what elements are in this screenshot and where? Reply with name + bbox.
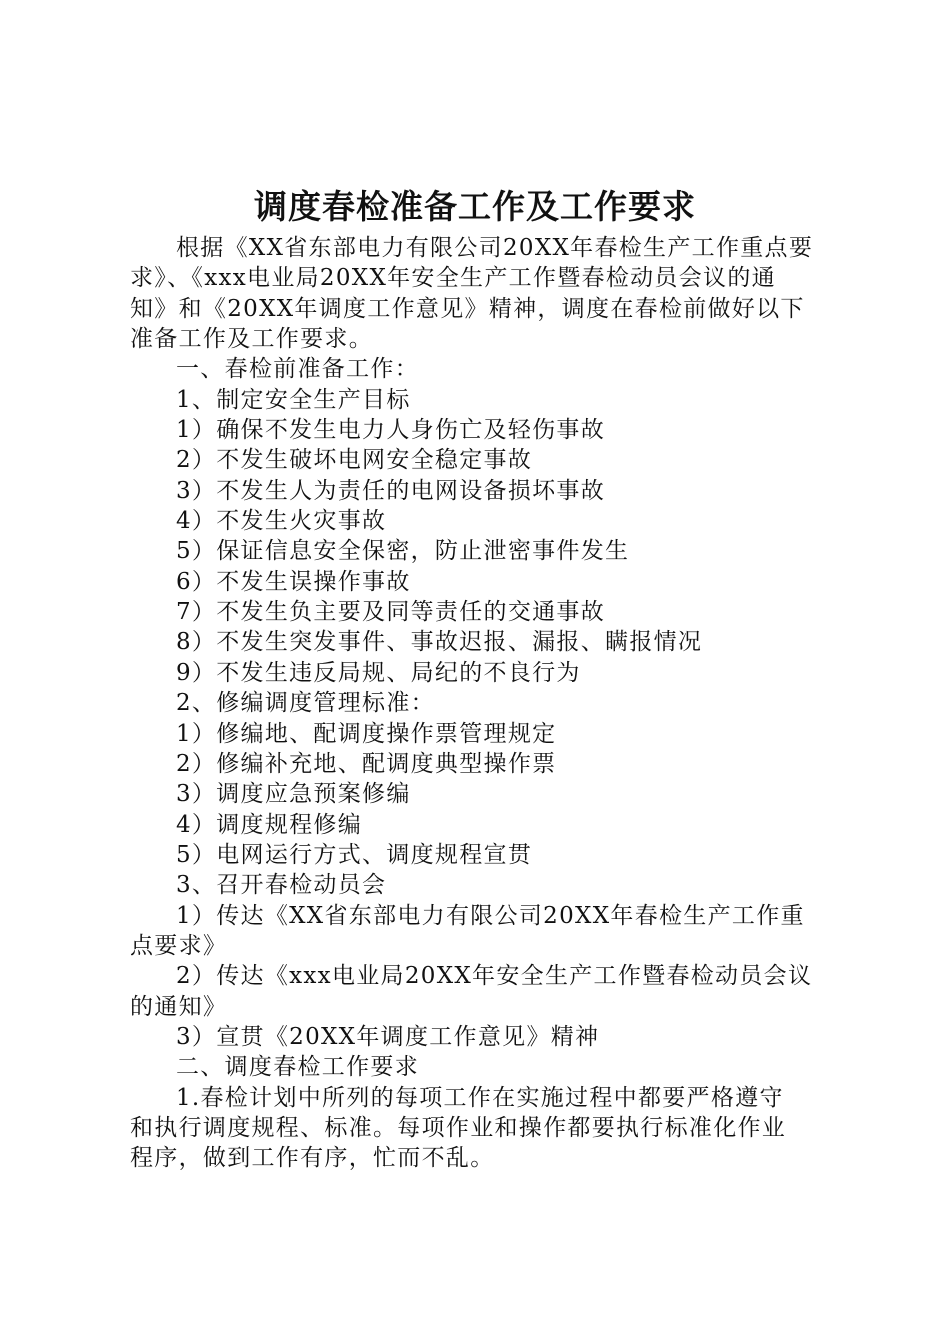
subsection-heading: 1、制定安全生产目标 bbox=[176, 386, 411, 413]
subsection-heading: 3、召开春检动员会 bbox=[176, 872, 387, 899]
paragraph-line: 1.春检计划中所列的每项工作在实施过程中都要严格遵守 bbox=[176, 1084, 784, 1111]
list-item: 1）修编地、配调度操作票管理规定 bbox=[176, 720, 557, 747]
section-heading: 二、调度春检工作要求 bbox=[176, 1054, 419, 1081]
list-item: 7）不发生负主要及同等责任的交通事故 bbox=[176, 599, 606, 626]
paragraph-line: 程序，做到工作有序，忙而不乱。 bbox=[130, 1145, 495, 1172]
list-item: 3）调度应急预案修编 bbox=[176, 781, 411, 808]
paragraph-line: 准备工作及工作要求。 bbox=[130, 326, 373, 353]
subsection-heading: 2、修编调度管理标准： bbox=[176, 690, 435, 717]
paragraph-line: 知》和《20XX年调度工作意见》精神，调度在春检前做好以下 bbox=[130, 295, 805, 322]
list-item: 4）不发生火灾事故 bbox=[176, 508, 387, 535]
section-heading: 一、春检前准备工作： bbox=[176, 356, 419, 383]
list-item-continuation: 点要求》 bbox=[130, 932, 228, 959]
paragraph-line: 求》、《xxx电业局20XX年安全生产工作暨春检动员会议的通 bbox=[130, 265, 776, 292]
paragraph-line: 和执行调度规程、标准。每项作业和操作都要执行标准化作业 bbox=[130, 1114, 787, 1141]
list-item: 2）不发生破坏电网安全稳定事故 bbox=[176, 447, 533, 474]
list-item: 8）不发生突发事件、事故迟报、漏报、瞒报情况 bbox=[176, 629, 703, 656]
list-item: 1）确保不发生电力人身伤亡及轻伤事故 bbox=[176, 417, 606, 444]
list-item: 4）调度规程修编 bbox=[176, 811, 363, 838]
list-item: 9）不发生违反局规、局纪的不良行为 bbox=[176, 659, 581, 686]
list-item: 2）传达《xxx电业局20XX年安全生产工作暨春检动员会议 bbox=[176, 963, 813, 990]
document-title: 调度春检准备工作及工作要求 bbox=[254, 187, 696, 226]
list-item: 1）传达《XX省东部电力有限公司20XX年春检生产工作重 bbox=[176, 902, 805, 929]
list-item: 6）不发生误操作事故 bbox=[176, 568, 411, 595]
list-item: 5）保证信息安全保密，防止泄密事件发生 bbox=[176, 538, 630, 565]
document-body bbox=[130, 233, 830, 1174]
list-item: 3）不发生人为责任的电网设备损坏事故 bbox=[176, 477, 606, 504]
list-item: 3）宣贯《20XX年调度工作意见》精神 bbox=[176, 1023, 600, 1050]
list-item: 5）电网运行方式、调度规程宣贯 bbox=[176, 841, 533, 868]
list-item-continuation: 的通知》 bbox=[130, 993, 228, 1020]
list-item: 2）修编补充地、配调度典型操作票 bbox=[176, 750, 557, 777]
paragraph-line: 根据《XX省东部电力有限公司20XX年春检生产工作重点要 bbox=[176, 235, 814, 261]
